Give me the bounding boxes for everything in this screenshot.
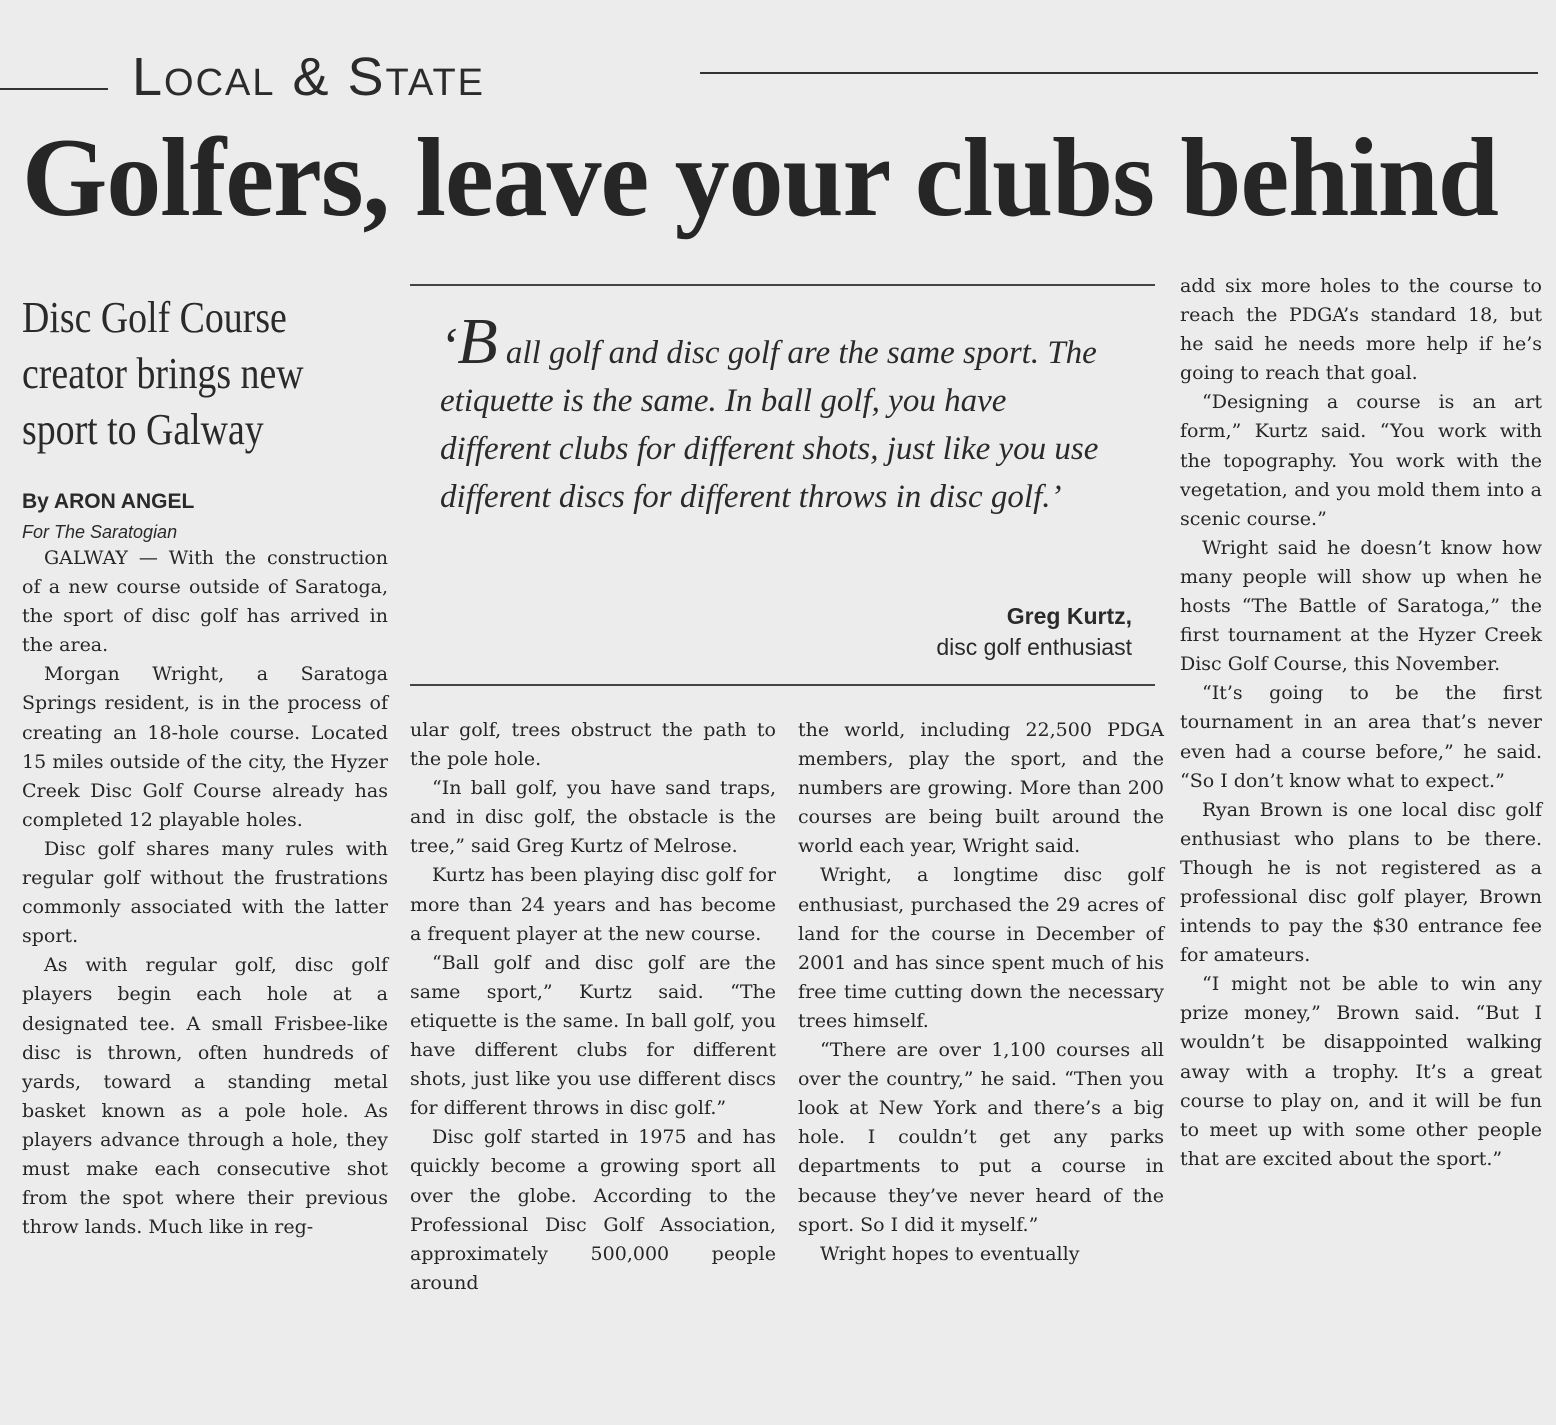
paragraph: “There are over 1,100 courses all over the country,” he said. “Then you look at New York and there’s a big hole. I couldn’t get any parks departments to put a course in because they’ve never heard of the sport. So I did it myself.” (798, 1039, 1164, 1236)
deck-line: sport to Galway (22, 405, 264, 454)
paragraph: Wright, a longtime disc golf enthusiast, purchased the 29 acres of land for the course in December of 2001 and has since spent much of his free time cutting down the necessary trees himself. (798, 864, 1164, 1032)
section-label (132, 46, 485, 108)
article-column-4 (1180, 272, 1542, 1174)
section-rule-right (700, 72, 1538, 74)
paragraph: the world, including 22,500 PDGA members, play the sport, and the numbers are growing. More than 200 courses are being built around the world each year, Wright said. (798, 719, 1164, 858)
pull-quote-attribution-name: Greg Kurtz, (1006, 603, 1132, 629)
paragraph: “I might not be able to win any prize money,” Brown said. “But I wouldn’t be disappointed walking away with a trophy. It’s a great course to play on, and it will be fun to meet up with some other people that are excited about the sport.” (1180, 973, 1542, 1170)
pull-quote-text: all golf and disc golf are the same sport. The etiquette is the same. In ball golf, you have different clubs for different shots, just like you use different discs for different throws in disc golf.’ (440, 335, 1099, 515)
pull-quote-rule-top (410, 284, 1155, 286)
deck (22, 290, 340, 458)
paragraph: As with regular golf, disc golf players begin each hole at a designated tee. A small Frisbee-like disc is thrown, often hundreds of yards, toward a standing metal basket known as a pole hole. As players advance through a hole, they must make each consecutive shot from the spot where their previous throw lands. Much like in reg- (22, 954, 388, 1239)
article-column-3 (798, 716, 1164, 1269)
paragraph: Wright hopes to eventually (820, 1242, 1080, 1265)
article-column-2 (410, 716, 776, 1298)
article-column-1 (22, 544, 388, 1242)
paragraph: Ryan Brown is one local disc golf enthusiast who plans to be there. Though he is not registered as a professional disc golf player, Brown intends to pay the $30 entrance fee for amateurs. (1180, 798, 1542, 967)
paragraph: Wright said he doesn’t know how many people will show up when he hosts “The Battle of Saratoga,” the first tournament at the Hyzer Creek Disc Golf Course, this November. (1180, 536, 1542, 676)
paragraph: “Designing a course is an art form,” Kurtz said. “You work with the topography. You work with the vegetation, and you mold them into a scenic course.” (1180, 391, 1542, 530)
paragraph: Morgan Wright, a Saratoga Springs resident, is in the process of creating an 18-hole course. Located 15 miles outside of the city, the Hyzer Creek Disc Golf Course already has completed 12 playable holes. (22, 663, 388, 831)
deck-line: creator brings new (22, 349, 304, 398)
paragraph: “In ball golf, you have sand traps, and in disc golf, the obstacle is the tree,” said Greg Kurtz of Melrose. (410, 777, 776, 858)
paragraph: “It’s going to be the first tournament in an area that’s never even had a course before,” he said. “So I don’t know what to expect.” (1180, 682, 1542, 792)
pull-quote-attribution-role: disc golf enthusiast (936, 634, 1132, 660)
paragraph: GALWAY — With the construction of a new course outside of Saratoga, the sport of disc golf has arrived in the area. (22, 547, 388, 657)
byline-author: By ARON ANGEL (22, 490, 195, 513)
pull-quote-drop-letter: B (457, 305, 498, 378)
paragraph: ular golf, trees obstruct the path to the pole hole. (410, 719, 776, 771)
pull-quote (440, 305, 1120, 521)
paragraph: Disc golf shares many rules with regular golf without the frustrations commonly associated with the latter sport. (22, 837, 388, 948)
paragraph: Disc golf started in 1975 and has quickly become a growing sport all over the globe. According to the Professional Disc Golf Association, approximately 500,000 people around (410, 1126, 776, 1294)
byline-affiliation: For The Saratogian (22, 522, 178, 542)
paragraph: add six more holes to the course to reach the PDGA’s standard 18, but he said he needs more help if he’s going to reach that goal. (1180, 275, 1542, 385)
section-label-text: Local & State (132, 47, 486, 107)
headline: Golfers, leave your clubs behind (22, 116, 1498, 240)
pull-quote-rule-bottom (410, 684, 1155, 686)
paragraph: Kurtz has been playing disc golf for more than 24 years and has become a frequent player at the new course. (410, 864, 776, 945)
deck-line: Disc Golf Course (22, 293, 287, 342)
pull-quote-open-mark: ‘ (440, 318, 458, 375)
paragraph: “Ball golf and disc golf are the same sport,” Kurtz said. “The etiquette is the same. In ball golf, you have different clubs for different shots, just like you use different discs for different throws in disc golf.” (410, 951, 776, 1120)
section-rule-left (0, 88, 108, 90)
